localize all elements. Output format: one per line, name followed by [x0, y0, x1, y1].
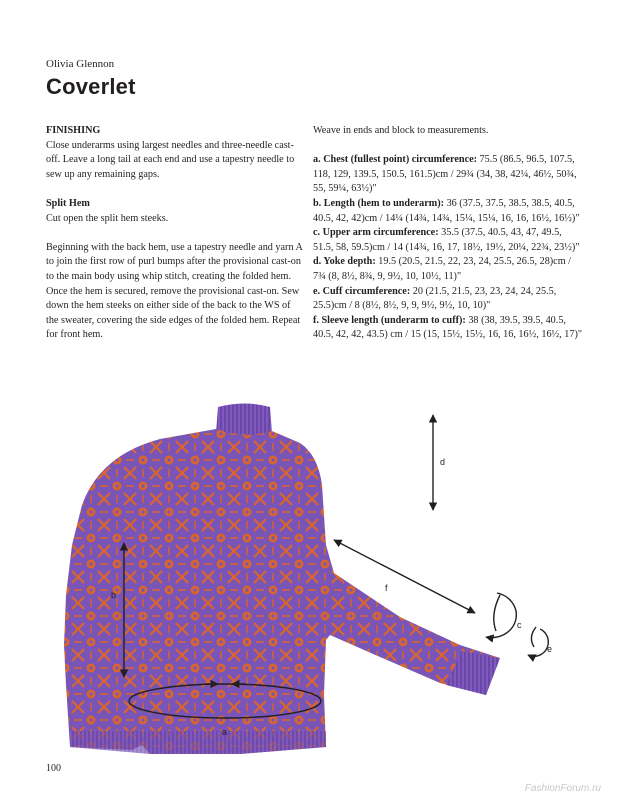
label-f: f: [385, 583, 388, 593]
weave-text: Weave in ends and block to measurements.: [313, 125, 489, 136]
page-title: Coverlet: [46, 74, 136, 99]
label-a: a: [222, 727, 228, 737]
finishing-text: Close underarms using largest needles and three-needle cast-off. Leave a long tail at each end and use a tapestry needle to sew up any remaining gaps.: [46, 139, 295, 180]
label-d: d: [440, 457, 446, 467]
instructions-column: [46, 124, 304, 343]
sweater-schematic: [0, 395, 621, 755]
measurement-value: 38 (38, 39.5, 39.5, 40.5, 40.5, 42, 42, 43.5) cm / 15 (15, 15½, 15½, 16, 16, 16½, 16½, 17)": [313, 314, 583, 341]
circle-c-inner: [494, 595, 500, 631]
finishing-heading: FINISHING: [46, 125, 101, 136]
hem: [70, 731, 326, 754]
measurement-label: e. Cuff circumference:: [313, 285, 411, 297]
measurements-column: [313, 124, 583, 343]
measurement-value: 19.5 (20.5, 21.5, 22, 23, 24, 25.5, 26.5, 28)cm / 7¾ (8, 8½, 8¾, 9, 9½, 10, 10½, 11)": [313, 256, 571, 282]
split-hem-text-1: Cut open the split hem steeks.: [46, 212, 169, 224]
watermark: FashionForum.ru: [524, 783, 601, 794]
measurement-label: c. Upper arm circumference:: [313, 227, 439, 239]
measurement-value: 75.5 (86.5, 96.5, 107.5, 118, 129, 139.5, 150.5, 161.5)cm / 29¾ (34, 38, 42¼, 46½, 50¾, 55, 59¼, 63½)": [313, 154, 577, 195]
measurement-value: 20 (21.5, 21.5, 23, 23, 24, 24, 25.5, 25.5)cm / 8 (8½, 8½, 9, 9, 9½, 9½, 10, 10)": [313, 285, 557, 312]
split-hem-text-2: Beginning with the back hem, use a tapestry needle and yarn A to join the first row of purl bumps after the provisional cast-on to the main body using whip stitch, creating the folded hem. Once the hem is secured, remove the provisional cast-on. Sew down the hem steeks on either side of the back to the WS of the sweater, covering the side edges of the folded hem. Repeat for front hem.: [46, 241, 303, 341]
measurement-e: [313, 285, 583, 314]
measurement-b: [313, 197, 583, 226]
measurement-value: 35.5 (37.5, 40.5, 43, 47, 49.5, 51.5, 58, 59.5)cm / 14 (14¾, 16, 17, 18½, 19½, 20¼, 22¾, 23½)": [313, 227, 580, 253]
page-number: 100: [46, 763, 61, 774]
label-c: c: [517, 620, 522, 630]
measurement-value: 36 (37.5, 37.5, 38.5, 38.5, 40.5, 40.5, 42, 42)cm / 14¼ (14¾, 14¾, 15¼, 15¼, 16, 16, 16½, 16½)": [313, 197, 580, 224]
circle-e: [528, 629, 548, 656]
measurement-c: [313, 226, 583, 255]
measurement-d: [313, 255, 583, 284]
author-name: Olivia Glennon: [46, 58, 115, 70]
measurement-label: b. Length (hem to underarm):: [313, 197, 445, 209]
measurement-f: [313, 314, 583, 343]
split-hem-heading: Split Hem: [46, 197, 90, 209]
label-b: b: [111, 590, 117, 600]
circle-e-inner: [531, 627, 536, 647]
measurement-label: f. Sleeve length (underarm to cuff):: [313, 314, 466, 326]
circle-c: [486, 593, 516, 638]
measurement-label: d. Yoke depth:: [313, 256, 376, 268]
label-e: e: [547, 644, 553, 654]
measurement-label: a. Chest (fullest point) circumference:: [313, 154, 477, 166]
measurement-a: [313, 153, 583, 197]
